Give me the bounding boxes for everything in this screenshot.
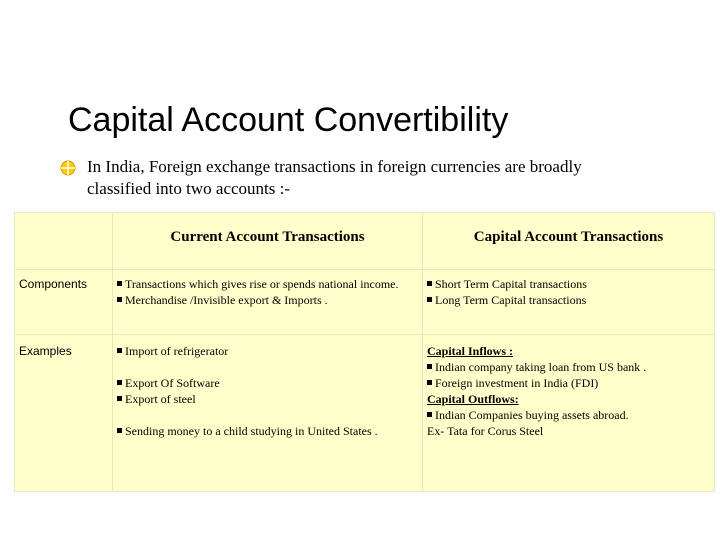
header-current-account: Current Account Transactions <box>113 213 423 270</box>
slide-title: Capital Account Convertibility <box>68 101 509 139</box>
examples-current-cell <box>113 335 423 492</box>
capital-inflows-heading: Capital Inflows : <box>427 344 514 358</box>
list-item: Export of steel <box>117 391 418 407</box>
header-capital-account: Capital Account Transactions <box>423 213 715 270</box>
intro-bullet-text: In India, Foreign exchange transactions in foreign currencies are broadly classified into two accounts :- <box>87 157 582 198</box>
list-item: Export Of Software <box>117 375 418 391</box>
examples-capital-cell <box>423 335 715 492</box>
list-item: Long Term Capital transactions <box>427 292 710 308</box>
transactions-table <box>14 212 715 492</box>
examples-row <box>15 335 715 492</box>
examples-label: Examples <box>15 335 113 492</box>
list-item: Indian company taking loan from US bank . <box>427 359 710 375</box>
components-capital-cell <box>423 270 715 335</box>
list-item: Sending money to a child studying in United States . <box>117 423 418 439</box>
components-row <box>15 270 715 335</box>
list-item: Short Term Capital transactions <box>427 276 710 292</box>
list-item: Import of refrigerator <box>117 343 418 359</box>
list-item: Transactions which gives rise or spends national income. <box>117 276 418 292</box>
list-item: Indian Companies buying assets abroad. <box>427 407 710 423</box>
components-label: Components <box>15 270 113 335</box>
table-header-row <box>15 213 715 270</box>
components-current-cell <box>113 270 423 335</box>
list-item: Merchandise /Invisible export & Imports . <box>117 292 418 308</box>
capital-outflows-heading: Capital Outflows: <box>427 392 519 406</box>
capital-note: Ex- Tata for Corus Steel <box>427 424 544 438</box>
list-item: Foreign investment in India (FDI) <box>427 375 710 391</box>
sun-bullet-icon <box>60 160 76 176</box>
header-empty-cell <box>15 213 113 270</box>
